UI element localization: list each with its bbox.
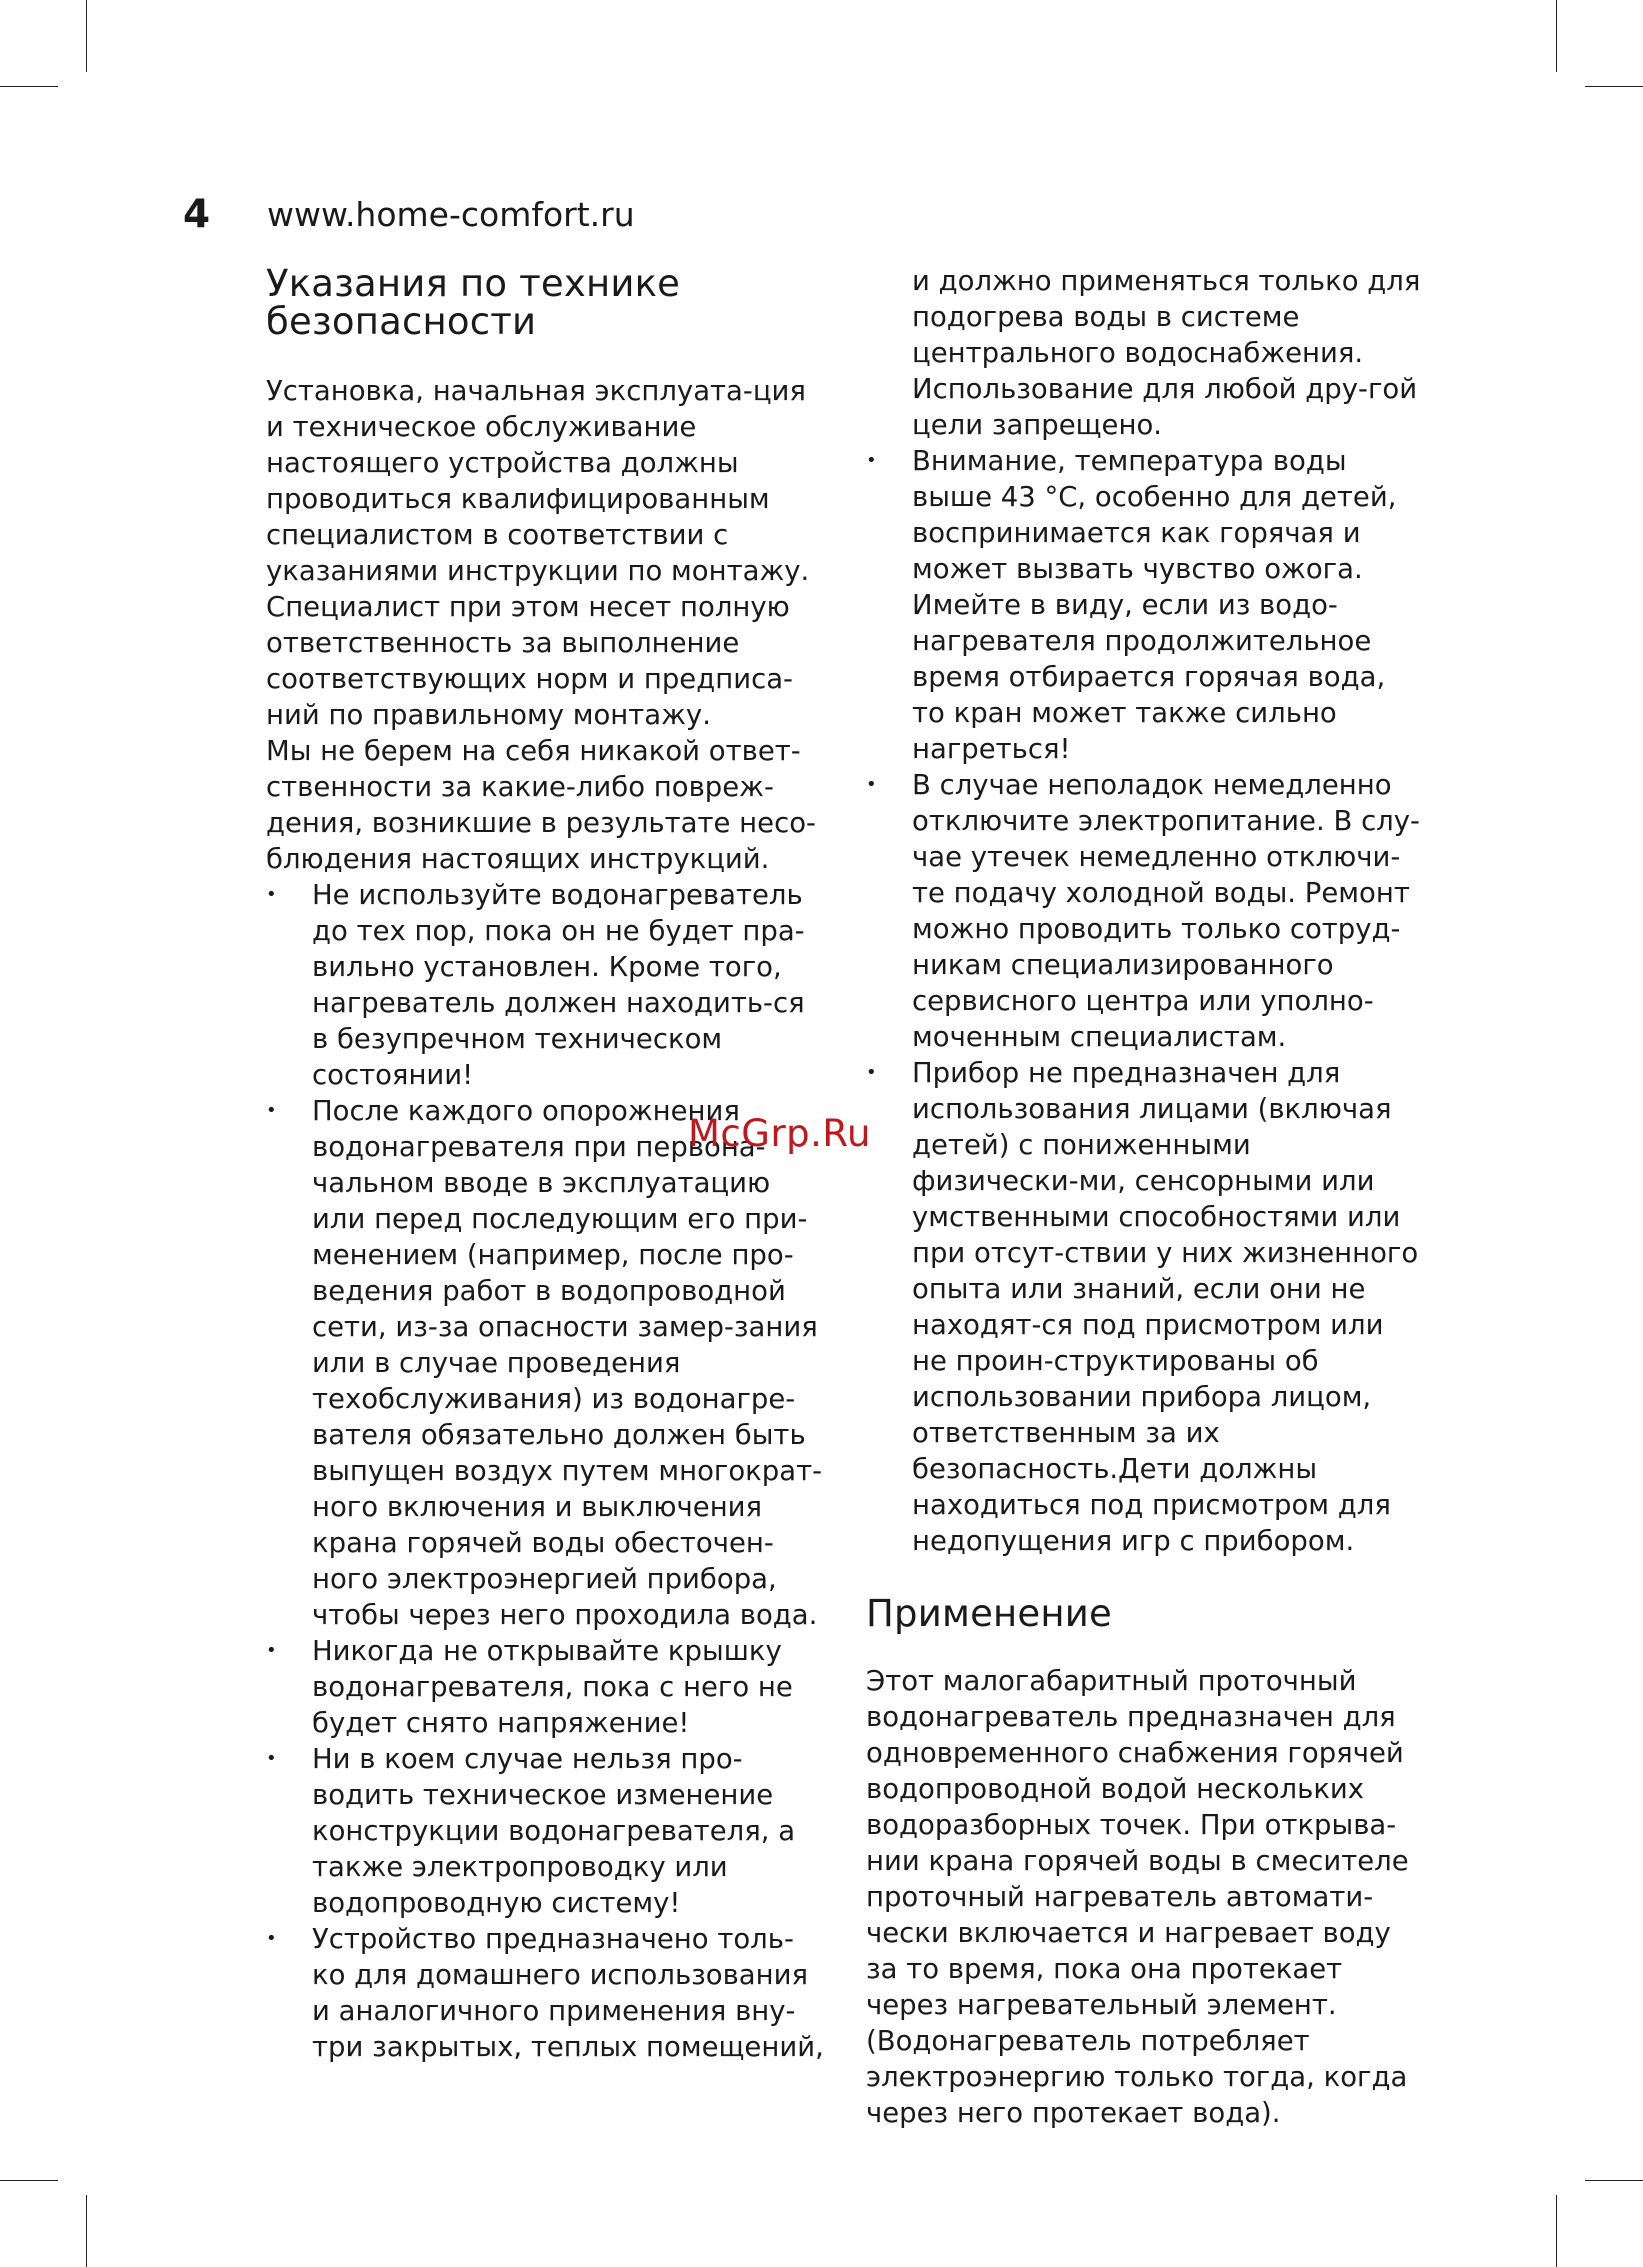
list-item: • Устройство предназначено толь-ко для домашнего использования и аналогичного применения вну-три закрытых, теплых помещений, (266, 1921, 826, 2065)
crop-mark (86, 2195, 87, 2267)
list-item: • После каждого опорожнения водонагревателя при первона-чальном вводе в эксплуатацию или перед последующим его при-менением (например, после про-ведения работ в водопроводной сети, из-за опасности замер-зания или в случае проведения техобслуживания) из водонагре-вателя обязательно должен быть выпущен воздух путем многократ-ного включения и выключения крана горячей воды обесточен-ного электроэнергией прибора, чтобы через него проходила вода. (266, 1093, 826, 1633)
crop-mark (1585, 86, 1643, 87)
list-item: • Никогда не открывайте крышку водонагревателя, пока с него не будет снято напряжение! (266, 1633, 826, 1741)
usage-text: Этот малогабаритный проточный водонагреватель предназначен для одновременного снабжения горячей водопроводной водой нескольких водоразборных точек. При открыва-нии крана горячей воды в смесителе проточный нагреватель автомати-чески включается и нагревает воду за то время, пока она протекает через нагревательный элемент. (Водонагреватель потребляет электроэнергию только тогда, когда через него протекает вода). (866, 1665, 1409, 2129)
site-url: www.home-comfort.ru (267, 195, 635, 234)
watermark: McGrp.Ru (688, 1112, 871, 1155)
safety-list-left (266, 877, 826, 2065)
list-item: • В случае неполадок немедленно отключите электропитание. В слу-чае утечек немедленно отключи-те подачу холодной воды. Ремонт можно проводить только сотруд-никам специализированного сервисного центра или уполно-моченным специалистам. (866, 767, 1426, 1055)
crop-mark (1556, 2195, 1557, 2267)
usage-heading: Применение (866, 1592, 1112, 1635)
crop-mark (0, 2180, 58, 2181)
safety-intro: Установка, начальная эксплуата-ция и техническое обслуживание настоящего устройства должны проводиться квалифицированным специалистом в соответствии с указаниями инструкции по монтажу. Специалист при этом несет полную ответственность за выполнение соответствующих норм и предписа-ний по правильному монтажу. (266, 375, 810, 731)
crop-mark (1556, 0, 1557, 72)
left-column (266, 262, 826, 2065)
safety-continuation: и должно применяться только для подогрева воды в системе центрального водоснабжения. Использование для любой дру-гой цели запрещено. (912, 265, 1421, 441)
safety-heading-line1: Указания по технике (266, 262, 681, 305)
right-column (866, 263, 1426, 2131)
safety-list-right (866, 443, 1426, 1559)
crop-mark (86, 0, 87, 72)
crop-mark (0, 86, 58, 87)
safety-heading (266, 262, 826, 343)
list-item: • Прибор не предназначен для использования лицами (включая детей) с пониженными физически-ми, сенсорными или умственными способностями или при отсут-ствии у них жизненного опыта или знаний, если они не находят-ся под присмотром или не проин-структированы об использовании прибора лицом, ответственным за их безопасность.Дети должны находиться под присмотром для недопущения игр с прибором. (866, 1055, 1426, 1559)
list-item: • Внимание, температура воды выше 43 °С, особенно для детей, воспринимается как горячая и может вызвать чувство ожога. Имейте в виду, если из водо-нагревателя продолжительное время отбирается горячая вода, то кран может также сильно нагреться! (866, 443, 1426, 767)
list-item: • Ни в коем случае нельзя про-водить техническое изменение конструкции водонагревателя, а также электропроводку или водопроводную систему! (266, 1741, 826, 1921)
safety-heading-line2: безопасности (266, 300, 537, 343)
crop-mark (1585, 2180, 1643, 2181)
safety-disclaimer: Мы не берем на себя никакой ответ-ственности за какие-либо повреж-дения, возникшие в результате несо-блюдения настоящих инструкций. (266, 735, 816, 875)
page-number: 4 (183, 192, 211, 237)
list-item: • Не используйте водонагреватель до тех пор, пока он не будет пра-вильно установлен. Кроме того, нагреватель должен находить-ся в безупречном техническом состоянии! (266, 877, 826, 1093)
